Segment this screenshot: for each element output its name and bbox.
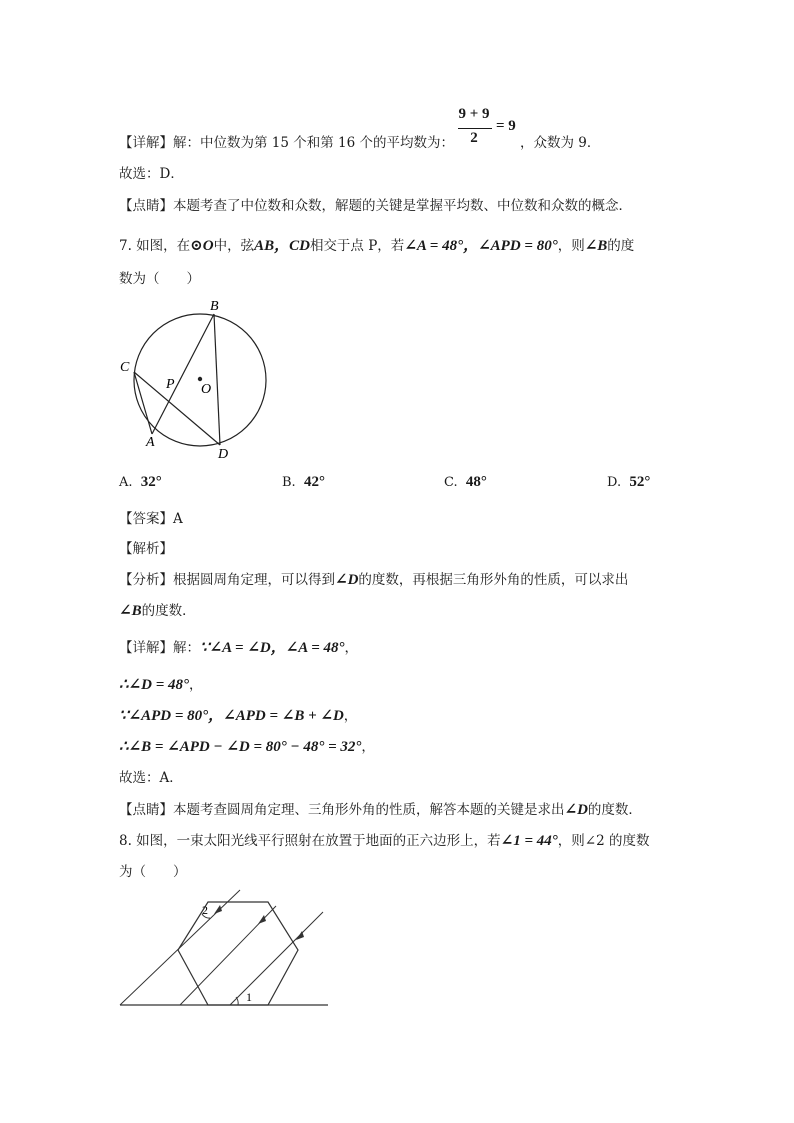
chord-ab — [152, 314, 214, 434]
step-2-end: ， — [189, 677, 203, 693]
question-8-stem — [119, 831, 650, 851]
label-c: C — [120, 360, 130, 375]
q8-part1: 8. 如图，一束太阳光线平行照射在放置于地面的正六边形上，若 — [119, 833, 501, 849]
q7-condition: ∠A = 48°，∠APD = 80° — [404, 238, 558, 254]
step-1-end: ， — [344, 640, 359, 656]
q7-part5: 的度 — [607, 238, 635, 254]
step-3-end: ， — [343, 708, 358, 724]
fraction-bar — [458, 128, 492, 129]
fraction-result: = 9 — [496, 118, 516, 134]
arrow-1 — [214, 905, 222, 914]
choice-c — [444, 472, 487, 493]
q7-part3: 相交于点 P，若 — [309, 238, 405, 254]
answer-q7: 【答案】A — [119, 511, 183, 527]
fenxi-q7 — [119, 570, 628, 590]
detail-q6 — [119, 133, 454, 153]
comment-q7 — [119, 800, 642, 820]
step-4-end: ， — [361, 739, 375, 755]
comment-q7-angle-d: ∠D — [564, 802, 588, 818]
q7-part2: 中，弦 — [213, 238, 255, 254]
fenxi-part1: 【分析】根据圆周角定理，可以得到 — [119, 572, 335, 588]
analysis-q7: 【解析】 — [119, 541, 173, 557]
q8-part2: ，则∠2 的度数 — [557, 833, 650, 849]
choice-a-value: 32° — [140, 474, 162, 490]
arrow-2 — [258, 915, 266, 924]
label-a: A — [146, 435, 155, 450]
choice-a — [119, 472, 162, 493]
step-2 — [119, 675, 203, 695]
choice-b-value: 42° — [303, 474, 325, 490]
fraction-denominator: 2 — [470, 130, 478, 146]
fenxi-q7-line2 — [119, 601, 196, 621]
choice-c-letter: C. — [444, 475, 458, 490]
q7-part4: ，则 — [557, 238, 585, 254]
chord-bd — [214, 314, 220, 445]
choice-d-value: 52° — [629, 474, 651, 490]
q7-angle-b: ∠B — [584, 238, 608, 254]
label-d: D — [218, 447, 229, 462]
label-p: P — [166, 377, 175, 392]
step-3-math: ∵∠APD = 80°，∠APD = ∠B + ∠D — [119, 708, 344, 724]
label-angle-1: 1 — [246, 990, 252, 1004]
fraction-numerator: 9 + 9 — [458, 106, 490, 122]
question-7-stem-line2: 数为（ ） — [119, 271, 200, 287]
sun-ray-1 — [120, 890, 240, 1005]
label-angle-2: 2 — [202, 903, 208, 917]
fenxi-angle-d: ∠D — [335, 572, 359, 588]
step-1-math: ∵∠A = ∠D，∠A = 48° — [200, 640, 345, 656]
choose-q7: 故选：A． — [119, 770, 183, 786]
center-dot — [198, 377, 202, 381]
sun-ray-3 — [230, 912, 323, 1005]
figure-q7-circle — [112, 292, 282, 462]
chord-ca — [134, 372, 152, 434]
label-b: B — [210, 299, 219, 314]
q7-chords: AB，CD — [254, 238, 310, 254]
choice-a-letter: A. — [119, 475, 133, 490]
question-8-stem-line2: 为（ ） — [119, 864, 187, 880]
choose-q6: 故选：D． — [119, 166, 184, 182]
comment-q7-part1: 【点睛】本题考查圆周角定理、三角形外角的性质，解答本题的关键是求出 — [119, 802, 565, 818]
comment-q6: 【点睛】本题考查了中位数和众数，解题的关键是掌握平均数、中位数和众数的概念． — [119, 198, 632, 214]
comment-q7-part2: 的度数． — [587, 802, 642, 818]
choice-b — [282, 472, 325, 493]
step-4 — [119, 737, 375, 757]
q7-circle-symbol: ⊙O — [190, 238, 214, 254]
choice-d — [607, 472, 650, 493]
step-1-prefix: 【详解】解： — [119, 640, 200, 656]
step-2-math: ∴∠D = 48° — [119, 677, 189, 693]
detail-q6-prefix: 【详解】解：中位数为第 15 个和第 16 个的平均数为： — [119, 135, 455, 151]
label-o: O — [201, 382, 212, 397]
step-3 — [119, 706, 357, 726]
q7-part1: 7. 如图，在 — [119, 238, 191, 254]
question-7-stem — [119, 236, 634, 256]
fenxi-part2: 的度数，再根据三角形外角的性质，可以求出 — [358, 572, 629, 588]
hexagon — [178, 902, 298, 1005]
choice-b-letter: B. — [282, 475, 296, 490]
choice-d-letter: D. — [607, 475, 622, 490]
choice-c-value: 48° — [465, 474, 487, 490]
fenxi-angle-b: ∠B — [119, 603, 142, 619]
figure-q8-hexagon — [118, 884, 333, 1012]
q8-condition: ∠1 = 44° — [500, 833, 558, 849]
step-4-math: ∴∠B = ∠APD − ∠D = 80° − 48° = 32° — [119, 739, 362, 755]
angle-1-arc — [236, 997, 238, 1005]
fenxi-part3: 的度数． — [141, 603, 196, 619]
step-1 — [119, 638, 358, 658]
detail-q6-suffix: ，众数为 9． — [520, 135, 601, 151]
